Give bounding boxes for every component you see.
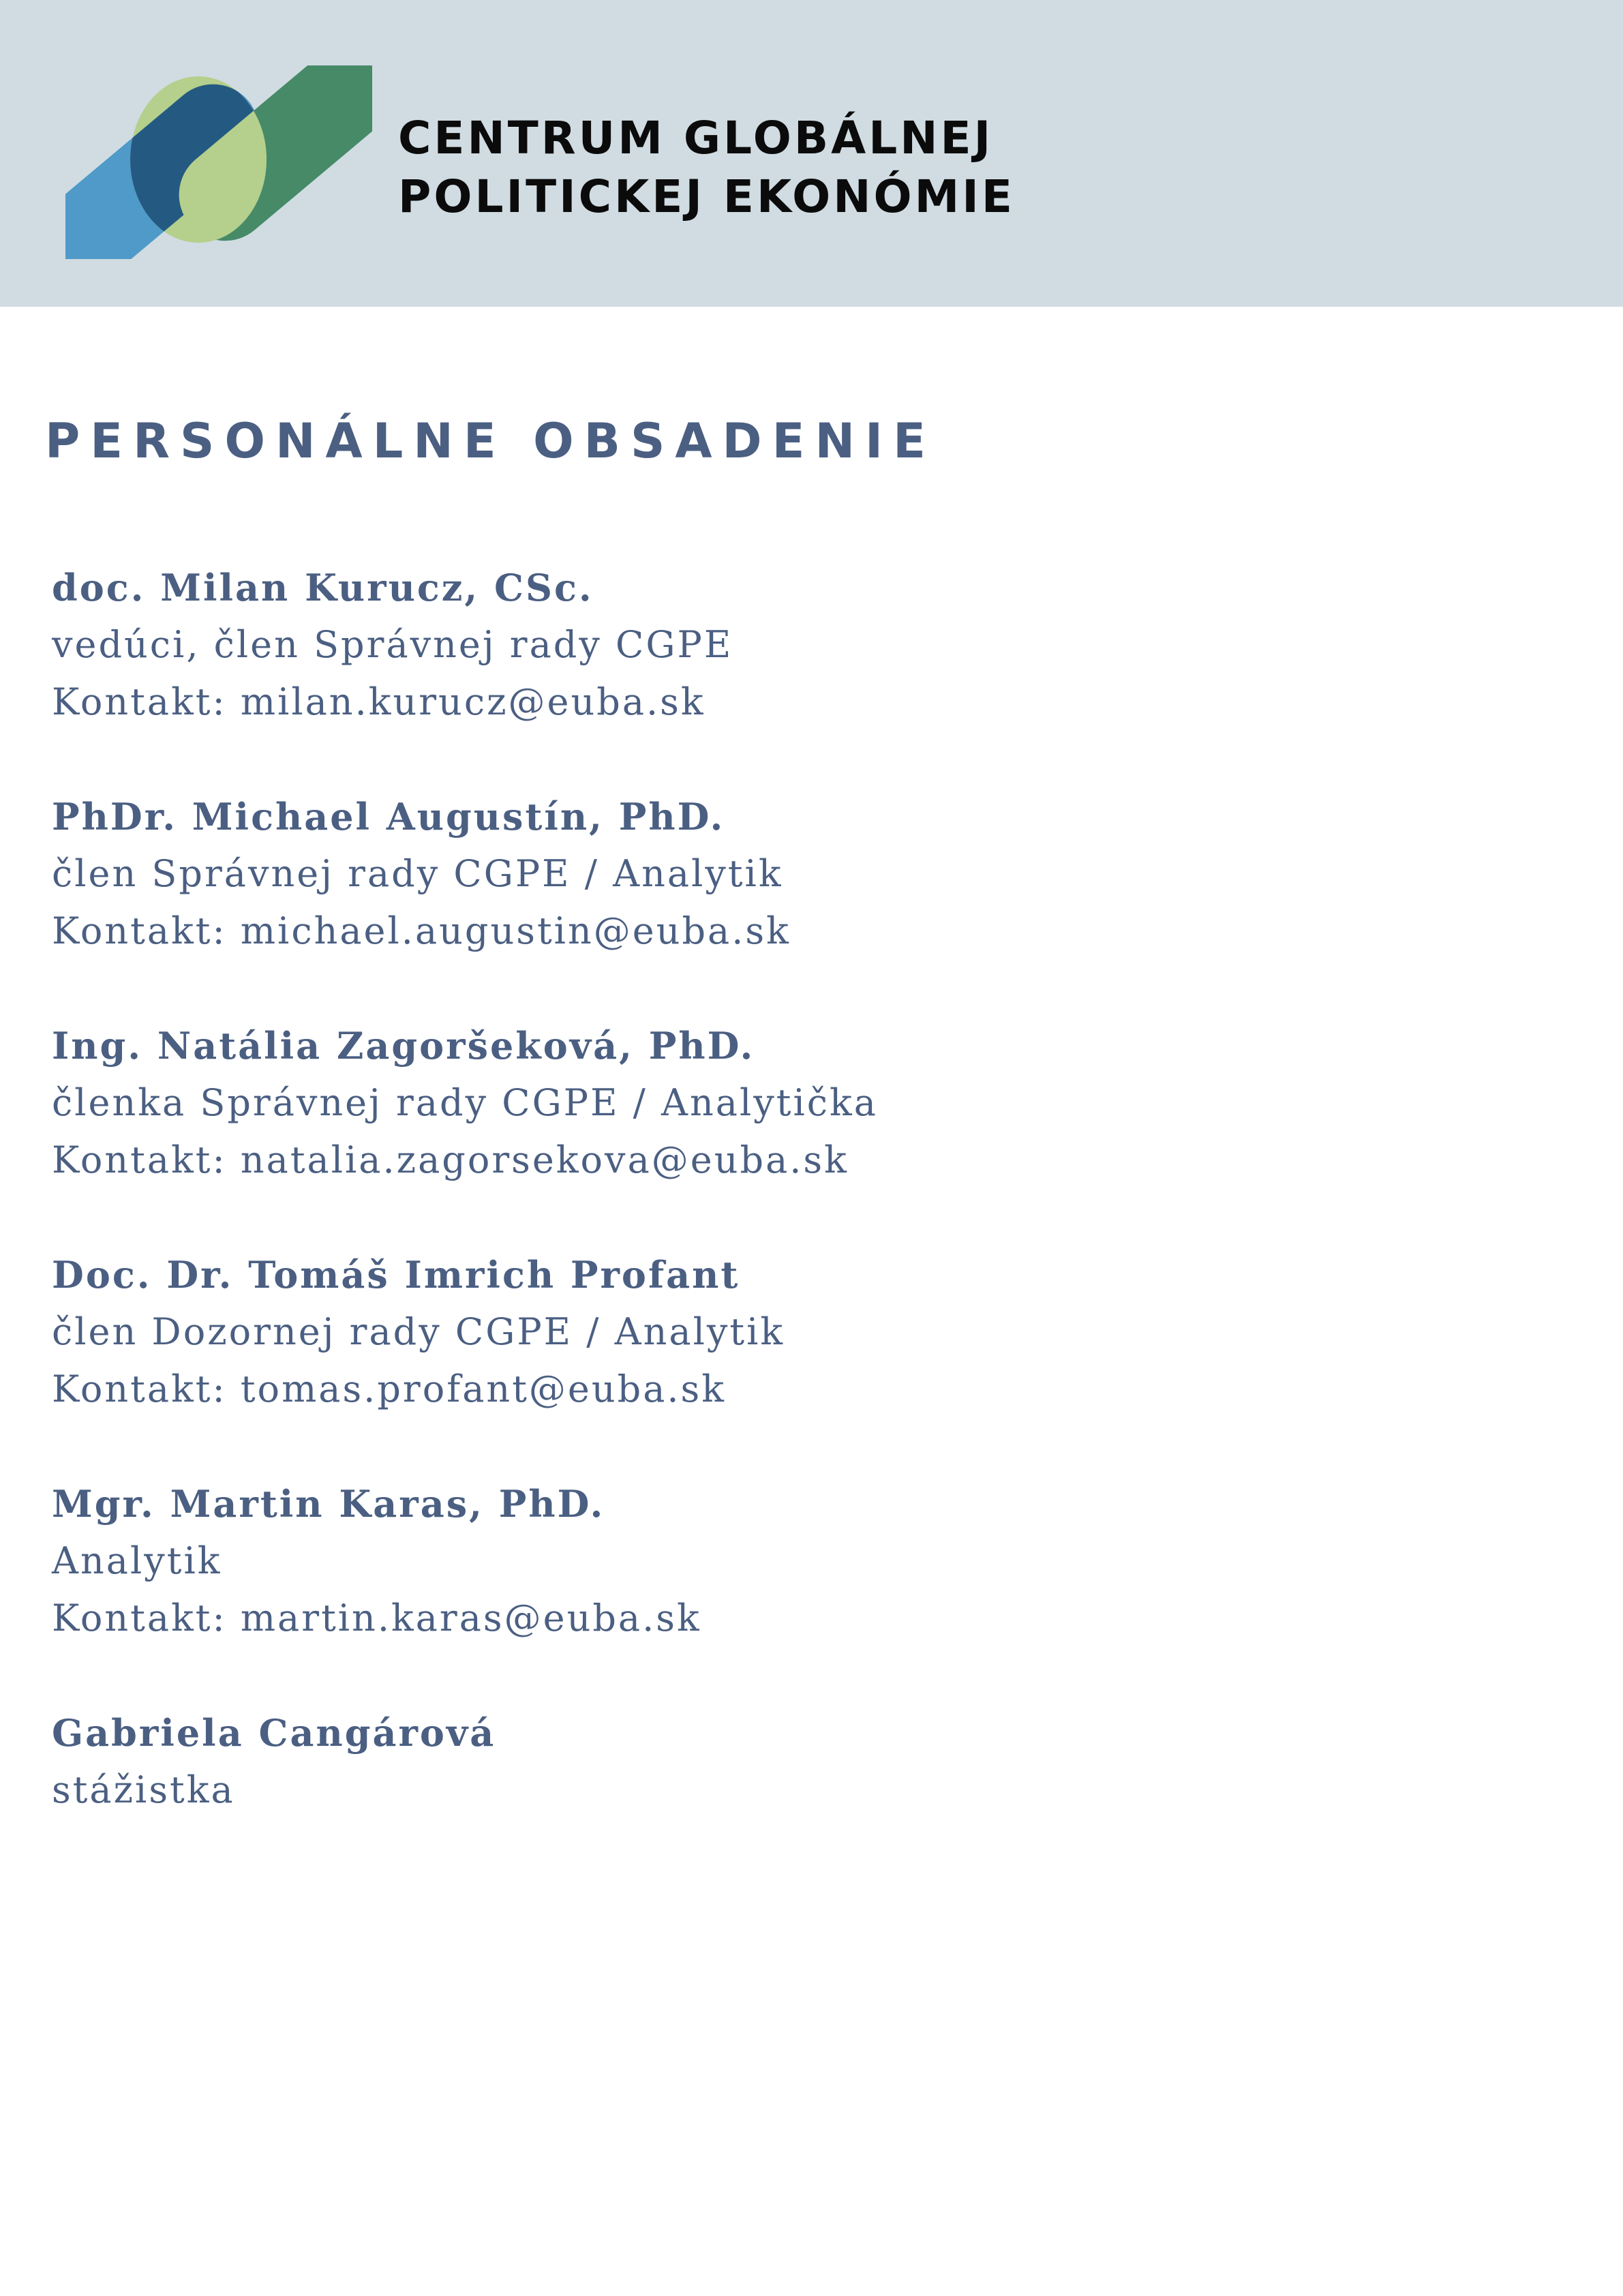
- organization-name-line-1: CENTRUM GLOBÁLNEJ: [398, 112, 994, 164]
- section-title: PERSONÁLNE OBSADENIE: [45, 413, 936, 469]
- staff-name: PhDr. Michael Augustín, PhD.: [52, 795, 725, 839]
- organization-name: [398, 109, 1015, 226]
- staff-name: Gabriela Cangárová: [52, 1711, 496, 1755]
- staff-contact: Kontakt: natalia.zagorsekova@euba.sk: [52, 1138, 849, 1181]
- staff-contact: Kontakt: tomas.profant@euba.sk: [52, 1368, 726, 1410]
- staff-role: člen Správnej rady CGPE / Analytik: [52, 852, 783, 895]
- staff-member: [52, 1246, 1551, 1418]
- staff-list: [52, 559, 1551, 1876]
- cgpe-logo-icon: [65, 65, 372, 259]
- staff-member: [52, 1475, 1551, 1647]
- staff-name: Doc. Dr. Tomáš Imrich Profant: [52, 1253, 740, 1297]
- staff-contact: Kontakt: milan.kurucz@euba.sk: [52, 680, 706, 723]
- staff-name: Mgr. Martin Karas, PhD.: [52, 1482, 605, 1526]
- header-banner: [0, 0, 1623, 307]
- staff-member: [52, 1704, 1551, 1819]
- staff-role: stážistka: [52, 1768, 235, 1811]
- organization-name-line-2: POLITICKEJ EKONÓMIE: [398, 170, 1015, 223]
- staff-role: Analytik: [52, 1539, 222, 1582]
- staff-contact: Kontakt: martin.karas@euba.sk: [52, 1597, 701, 1640]
- staff-role: člen Dozornej rady CGPE / Analytik: [52, 1310, 785, 1353]
- staff-member: [52, 1017, 1551, 1189]
- staff-role: vedúci, člen Správnej rady CGPE: [52, 623, 733, 666]
- staff-role: členka Správnej rady CGPE / Analytička: [52, 1081, 878, 1124]
- staff-contact: Kontakt: michael.augustin@euba.sk: [52, 909, 791, 952]
- staff-member: [52, 788, 1551, 960]
- staff-name: Ing. Natália Zagoršeková, PhD.: [52, 1024, 755, 1068]
- staff-member: [52, 559, 1551, 731]
- staff-name: doc. Milan Kurucz, CSc.: [52, 566, 594, 609]
